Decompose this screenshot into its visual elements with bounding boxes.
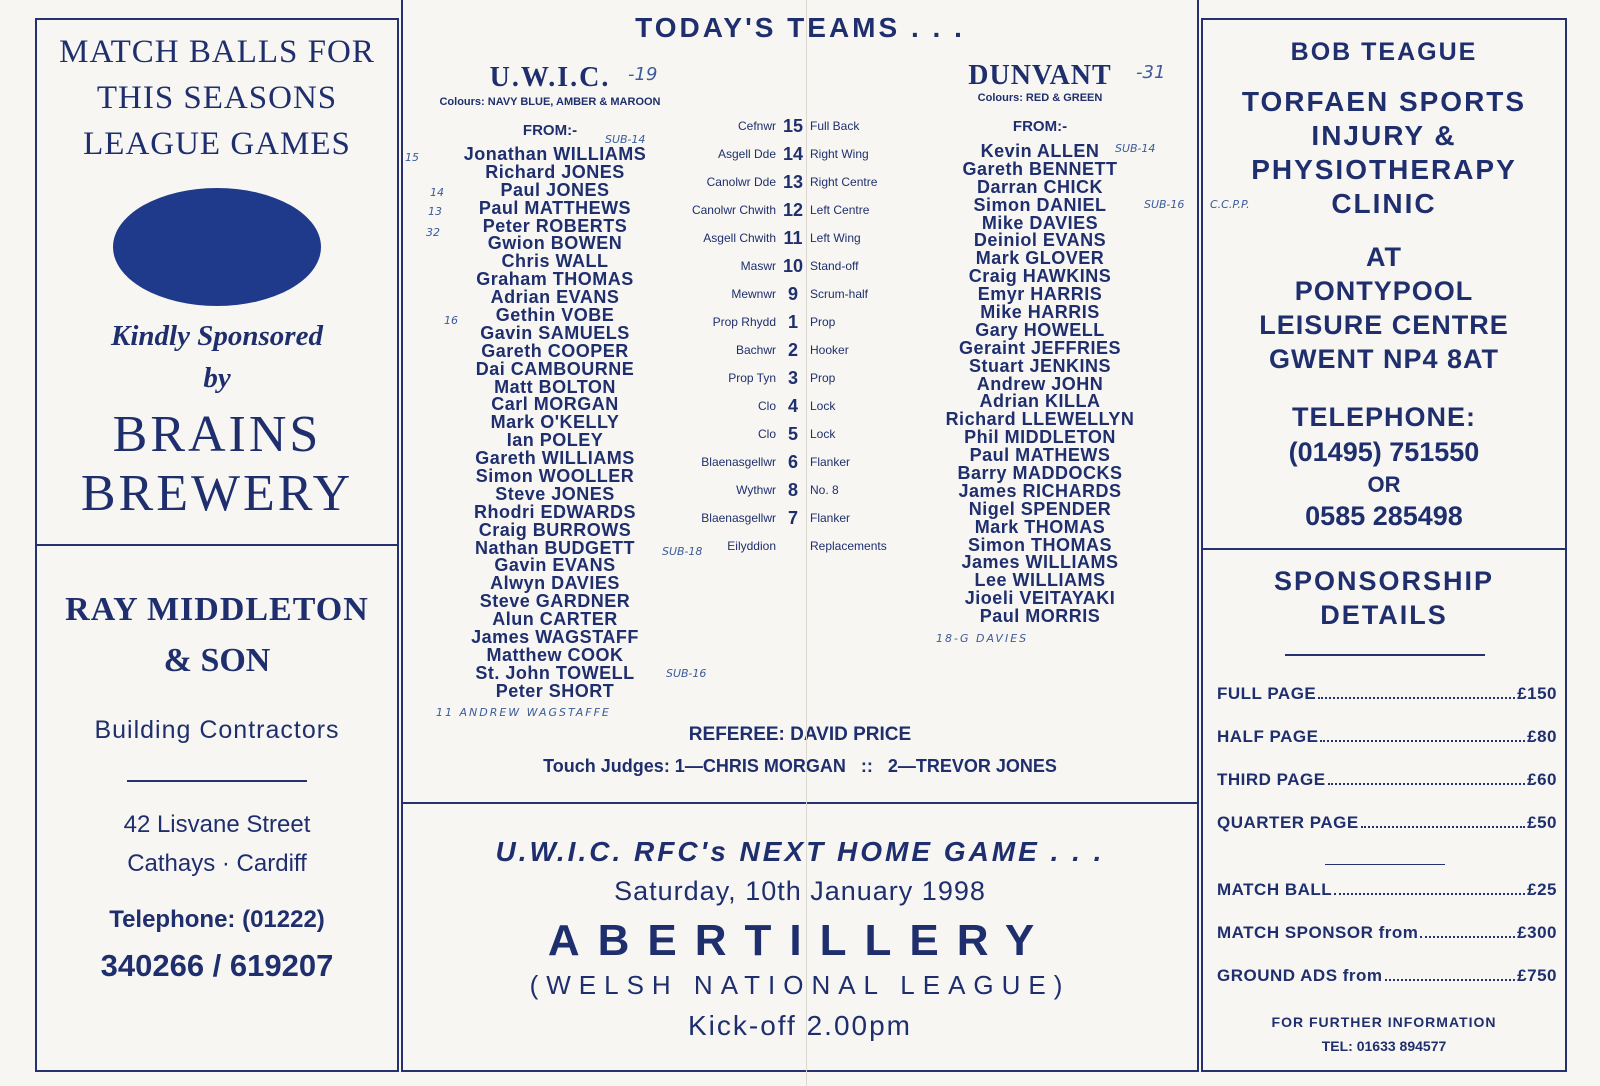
position-english: Lock [810,399,836,413]
rate-price: £300 [1517,923,1557,942]
divider [127,780,307,782]
position-row [650,448,910,476]
player-name: Gwion BOWEN [487,233,623,254]
player-name: Rhodri EDWARDS [474,501,636,522]
sponsorship-details [1201,548,1567,1072]
rate-price: £25 [1527,880,1557,899]
brand-line: BRAINS [112,406,322,463]
position-number: 14 [782,143,804,164]
position-english: Left Centre [810,203,870,217]
position-welsh: Eilyddion [727,539,776,553]
handwritten-note: SUB-14 [1115,142,1156,155]
rate-row [1217,813,1557,833]
player-name: Phil MIDDLETON [964,427,1116,448]
position-welsh: Blaenasgellwr [701,511,776,525]
player-name: Richard LLEWELLYN [945,409,1135,430]
ad-heading-line: THIS SEASONS [96,80,338,116]
player-name: Gareth COOPER [481,340,629,361]
position-english: Flanker [810,511,851,525]
touch-judges-text: Touch Judges: 1—CHRIS MORGAN :: 2—TREVOR JONES [543,756,1057,776]
clinic-name-line: PHYSIOTHERAPY [1251,154,1517,185]
position-english: Hooker [810,343,849,357]
player-name: Paul MATTHEWS [478,197,632,218]
player-name: Richard JONES [485,161,625,182]
position-welsh: Asgell Chwith [703,231,776,245]
player-name: Stuart JENKINS [968,355,1112,376]
position-row [650,252,910,280]
position-row [650,504,910,532]
player-name: St. John TOWELL [475,662,635,683]
position-row [650,196,910,224]
rate-leader-dots [1320,727,1525,742]
position-number: 4 [787,395,798,416]
handwritten-note: 11 ANDREW WAGSTAFFE [436,706,611,719]
position-row [650,224,910,252]
next-game-date: Saturday, 10th January 1998 [614,876,986,906]
handwritten-note: 14 [430,186,444,199]
divider [1325,864,1445,865]
position-number: 13 [782,171,804,192]
player-name: Carl MORGAN [491,394,619,415]
sponsorship-heading: SPONSORSHIP [1273,566,1495,596]
rate-leader-dots [1328,770,1526,785]
handwritten-note: 32 [426,226,440,239]
home-from-label: FROM:- [522,122,578,139]
rate-row [1217,966,1557,986]
rate-label: THIRD PAGE [1217,770,1326,789]
telephone-number: (01495) 751550 [1288,437,1480,467]
position-number: 9 [787,283,798,304]
brains-brewery-ad [35,18,399,546]
sponsored-by: by [203,362,231,394]
position-welsh: Cefnwr [737,119,776,133]
away-team-colours: Colours: RED & GREEN [977,92,1103,104]
rate-label: HALF PAGE [1217,727,1319,746]
away-squad-list [910,143,1170,626]
rate-price: £750 [1517,966,1557,985]
rate-leader-dots [1420,923,1515,938]
company-name-line: & SON [163,642,271,679]
position-row [650,336,910,364]
handwritten-note: 13 [428,205,442,218]
position-row [650,168,910,196]
position-number: 1 [787,311,798,332]
location-line: LEISURE CENTRE [1259,310,1509,340]
physio-clinic-ad [1201,18,1567,550]
player-name: Peter ROBERTS [482,215,628,236]
rate-leader-dots [1385,966,1516,981]
rate-price: £80 [1527,727,1557,746]
position-number: 8 [787,479,798,500]
player-name: Adrian KILLA [979,391,1101,412]
rate-label: MATCH BALL [1217,880,1333,899]
next-game-heading: U.W.I.C. RFC's NEXT HOME GAME . . . [495,836,1105,867]
position-row [650,112,910,140]
away-team-name: DUNVANT [968,60,1112,91]
player-name: Emyr HARRIS [977,284,1103,305]
player-name: Alwyn DAVIES [490,573,620,594]
position-english: Replacements [810,539,887,553]
sponsorship-heading: DETAILS [1320,600,1448,630]
next-game-opponent: ABERTILLERY [547,916,1053,965]
position-welsh: Mewnwr [731,287,776,301]
position-row [650,140,910,168]
home-team-colours: Colours: NAVY BLUE, AMBER & MAROON [439,96,661,108]
home-squad-list [425,146,685,701]
player-name: Jonathan WILLIAMS [463,144,647,164]
position-english: Lock [810,427,836,441]
rate-row [1217,923,1557,943]
trade-text: Building Contractors [94,716,340,744]
player-name: Nigel SPENDER [968,498,1112,519]
ad-heading-line: MATCH BALLS FOR [59,34,375,70]
player-name: Ian POLEY [506,430,604,451]
position-welsh: Clo [757,427,776,441]
rate-row [1217,727,1557,747]
clinic-name-line: CLINIC [1331,188,1437,219]
address-line: Cathays · Cardiff [127,850,307,877]
player-name: Geraint JEFFRIES [958,337,1122,358]
handwritten-note: C.C.P.P. [1210,198,1250,211]
location-line: PONTYPOOL [1294,276,1474,306]
handwritten-score: -31 [1136,62,1166,83]
player-name: Graham THOMAS [476,269,634,290]
position-number: 6 [787,451,798,472]
handwritten-note: SUB-14 [605,133,646,146]
position-welsh: Asgell Dde [717,147,776,161]
player-name: Craig HAWKINS [968,266,1112,287]
referee-text: REFEREE: DAVID PRICE [688,724,912,745]
position-row [650,364,910,392]
clinic-owner: BOB TEAGUE [1290,38,1478,66]
player-name: Alun CARTER [492,609,618,630]
position-welsh: Maswr [740,259,776,273]
player-name: Matthew COOK [486,644,624,665]
position-row [650,420,910,448]
rate-price: £150 [1517,684,1557,703]
player-name: James WAGSTAFF [471,627,639,648]
position-number: 12 [782,199,804,220]
rate-leader-dots [1334,880,1525,895]
position-row [650,308,910,336]
player-name: Simon THOMAS [968,534,1112,555]
position-english: Full Back [810,119,860,133]
rate-leader-dots [1361,813,1525,828]
location-line: AT [1366,242,1402,272]
position-english: Prop [810,371,836,385]
handwritten-note: SUB-16 [666,667,707,680]
company-name-line: RAY MIDDLETON [65,591,369,628]
position-number: 11 [783,227,803,248]
position-welsh: Prop Tyn [728,371,776,385]
rate-price: £50 [1527,813,1557,832]
telephone-or: OR [1367,472,1401,497]
position-welsh: Canolwr Chwith [691,203,776,217]
player-name: Mike DAVIES [981,212,1099,233]
player-name: Nathan BUDGETT [475,537,635,558]
handwritten-note: SUB-16 [1144,198,1185,211]
position-english: Scrum-half [810,287,869,301]
player-name: Dai CAMBOURNE [475,358,635,379]
rate-row [1217,770,1557,790]
position-welsh: Bachwr [735,343,776,357]
player-name: Simon DANIEL [973,194,1107,215]
rate-label: FULL PAGE [1217,684,1317,703]
player-name: Gavin SAMUELS [480,322,630,343]
player-name: Matt BOLTON [494,376,616,397]
handwritten-note: 15 [405,151,419,164]
player-name: Paul JONES [500,179,610,200]
positions-table [650,112,910,560]
player-name: Mark THOMAS [974,516,1106,537]
position-welsh: Prop Rhydd [712,315,776,329]
fold-line [806,0,807,1086]
position-english: Prop [810,315,836,329]
rate-row [1217,880,1557,900]
location-line: GWENT NP4 8AT [1268,344,1499,374]
next-game-kickoff: Kick-off 2.00pm [687,1010,913,1041]
player-name: Gary HOWELL [975,319,1105,340]
position-english: Stand-off [810,259,859,273]
divider [1285,654,1485,656]
player-name: Kevin ALLEN [980,141,1100,161]
position-english: Flanker [810,455,851,469]
position-number: 15 [782,115,804,136]
player-name: Mark GLOVER [975,248,1105,269]
player-name: Steve JONES [495,483,615,504]
player-name: Simon WOOLLER [475,466,635,487]
position-number: 10 [782,255,804,276]
player-name: Andrew JOHN [976,373,1104,394]
player-name: Paul MORRIS [979,606,1101,627]
rate-row [1217,684,1557,704]
player-name: Craig BURROWS [478,519,632,540]
brains-logo-oval [113,188,321,306]
rate-leader-dots [1318,684,1515,699]
player-name: Paul MATHEWS [969,445,1111,466]
address-line: 42 Lisvane Street [123,811,311,838]
position-english: No. 8 [810,483,839,497]
position-number: 2 [787,339,798,360]
ray-middleton-ad [35,544,399,1072]
player-name: Gethin VOBE [495,305,615,326]
player-name: Barry MADDOCKS [957,463,1123,484]
rate-label: GROUND ADS from [1217,966,1383,985]
away-from-label: FROM:- [1012,118,1068,135]
rate-label: MATCH SPONSOR from [1217,923,1419,942]
ad-heading-line: LEAGUE GAMES [83,126,351,162]
player-name: Mark O'KELLY [490,412,620,433]
teams-heading: TODAY'S TEAMS . . . [635,12,965,43]
player-name: Lee WILLIAMS [974,570,1106,591]
rate-price: £60 [1527,770,1557,789]
position-row [650,392,910,420]
position-welsh: Wythwr [736,483,776,497]
position-number: 5 [787,423,798,444]
player-name: Steve GARDNER [479,591,631,612]
next-game-competition: (WELSH NATIONAL LEAGUE) [529,970,1071,1000]
position-welsh: Canolwr Dde [706,175,776,189]
home-team-name: U.W.I.C. [489,62,611,93]
player-name: Gavin EVANS [494,555,616,576]
position-row [650,280,910,308]
clinic-name-line: TORFAEN SPORTS [1241,86,1527,117]
position-english: Right Wing [810,147,869,161]
player-name: Peter SHORT [495,680,615,701]
phone-numbers: 340266 / 619207 [100,948,334,983]
position-row [650,476,910,504]
player-name: Chris WALL [501,251,609,272]
position-welsh: Clo [757,399,776,413]
sponsored-text: Kindly Sponsored [111,320,323,352]
position-english: Left Wing [810,231,861,245]
player-name: Gareth BENNETT [962,158,1118,179]
telephone-label: TELEPHONE: [1291,402,1476,432]
clinic-name-line: INJURY & [1311,120,1457,151]
handwritten-note: 16 [444,314,458,327]
player-name: Gareth WILLIAMS [475,448,635,469]
handwritten-score: -19 [628,64,658,85]
position-welsh: Blaenasgellwr [701,455,776,469]
handwritten-note: 18-G DAVIES [936,632,1029,645]
player-name: Jioeli VEITAYAKI [964,588,1116,609]
telephone-number: 0585 285498 [1305,501,1463,531]
brand-line: BREWERY [80,465,354,522]
position-number: 7 [787,507,798,528]
rate-label: QUARTER PAGE [1217,813,1359,832]
handwritten-note: SUB-18 [662,545,703,558]
further-info: FOR FURTHER INFORMATION [1271,1014,1497,1030]
player-name: Deiniol EVANS [973,230,1107,251]
position-number: 3 [787,367,798,388]
player-name: Mike HARRIS [980,302,1100,323]
player-name: James WILLIAMS [961,552,1119,573]
further-info-tel: TEL: 01633 894577 [1321,1038,1447,1054]
player-name: Adrian EVANS [490,287,620,308]
player-name: James RICHARDS [958,480,1122,501]
player-name: Darran CHICK [976,176,1104,197]
position-english: Right Centre [810,175,878,189]
phone-label: Telephone: (01222) [109,906,325,933]
